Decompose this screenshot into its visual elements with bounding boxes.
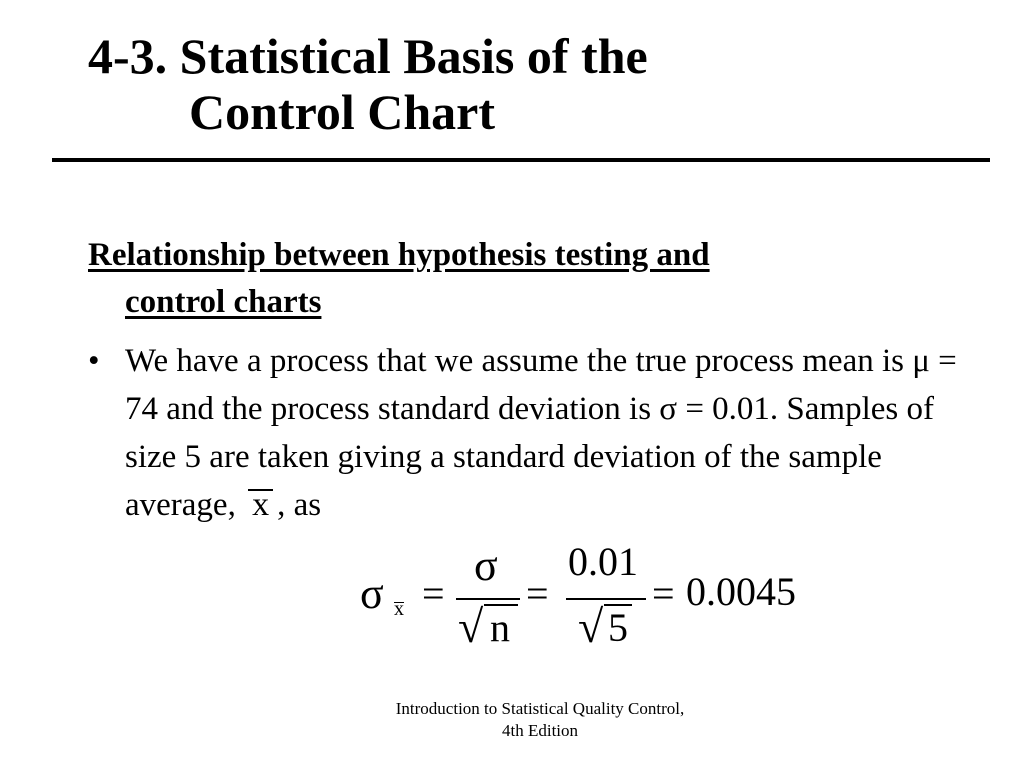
equals-2: = [526, 571, 549, 616]
lhs-sub-x: x [394, 598, 404, 620]
frac2-denominator: 5 [608, 605, 628, 650]
subheading-line-1: Relationship between hypothesis testing and [88, 237, 710, 273]
equals-3: = [652, 571, 675, 616]
bullet-tail: , as [277, 487, 322, 523]
footer-line-2: 4th Edition [501, 721, 579, 740]
equation-result: 0.0045 [686, 569, 796, 614]
frac2-sqrt: √ [578, 601, 604, 652]
xbar-symbol: x [248, 489, 273, 519]
footer-line-1: Introduction to Statistical Quality Control, [395, 699, 685, 718]
bullet-body: We have a process that we assume the true process mean is μ = 74 and the process standard deviation is σ = 0.01. Samples of size 5 are taken giving a standard deviation of the sample average, [125, 343, 957, 523]
title-divider [52, 158, 990, 162]
slide-footer [340, 698, 740, 742]
subheading-line-2: control charts [125, 284, 322, 320]
bullet-text [125, 337, 968, 529]
frac2-numerator: 0.01 [568, 539, 638, 584]
std-error-equation [360, 538, 830, 658]
frac1-sqrt: √ [458, 601, 484, 652]
frac1-denominator: n [490, 605, 510, 650]
section-subheading [88, 232, 968, 326]
title-line-2: Control Chart [189, 84, 496, 140]
bullet-item [88, 337, 968, 529]
lhs-sigma: σ [360, 569, 384, 618]
equals-1: = [422, 571, 445, 616]
title-line-1: 4-3. Statistical Basis of the [88, 28, 648, 84]
frac1-numerator: σ [474, 541, 498, 590]
bullet-icon: • [88, 343, 100, 379]
slide-title [88, 28, 648, 140]
